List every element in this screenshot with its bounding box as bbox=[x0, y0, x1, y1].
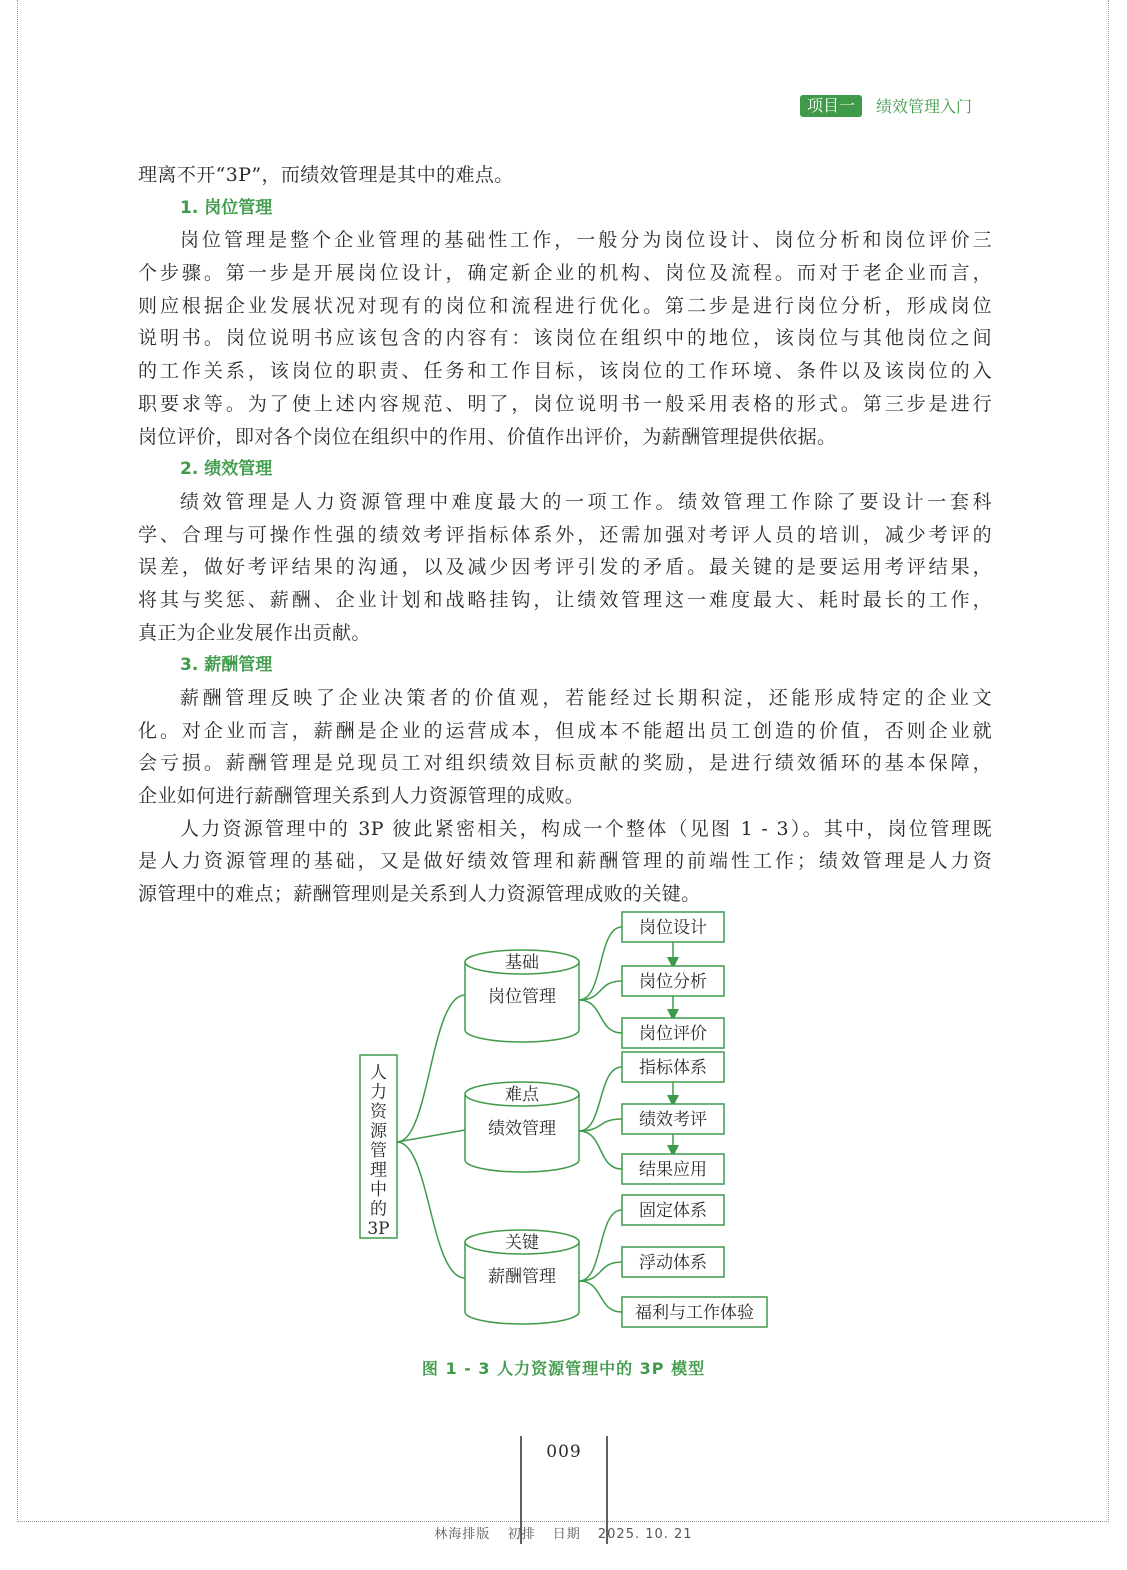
footer-typesetter: 林海排版 bbox=[434, 1527, 491, 1542]
paragraph-line: 会亏损。薪酬管理是兑现员工对组织绩效目标贡献的奖励，是进行绩效循环的基本保障， bbox=[138, 752, 992, 775]
child-label: 绩效考评 bbox=[639, 1110, 707, 1130]
connector-branch bbox=[579, 1131, 622, 1169]
child-label: 固定体系 bbox=[639, 1201, 707, 1221]
connector-branch bbox=[579, 1067, 622, 1131]
root-char: 人 bbox=[370, 1063, 387, 1083]
connector-branch bbox=[579, 1262, 622, 1281]
paragraph-line: 学、合理与可操作性强的绩效考评指标体系外，还需加强对考评人员的培训，减少考评的 bbox=[138, 523, 992, 546]
cylinder-name: 岗位管理 bbox=[488, 987, 556, 1007]
root-char: 理 bbox=[370, 1160, 387, 1181]
paragraph-line: 化。对企业而言，薪酬是企业的运营成本，但成本不能超出员工创造的价值，否则企业就 bbox=[138, 719, 992, 742]
root-char: 资 bbox=[370, 1102, 387, 1122]
section-heading: 2. 绩效管理 bbox=[180, 459, 273, 480]
child-label: 岗位评价 bbox=[639, 1024, 707, 1044]
child-label: 福利与工作体验 bbox=[635, 1303, 754, 1323]
paragraph-line: 源管理中的难点；薪酬管理则是关系到人力资源管理成败的关键。 bbox=[138, 883, 701, 906]
child-label: 浮动体系 bbox=[639, 1253, 707, 1273]
paragraph-line: 职要求等。为了使上述内容规范、明了，岗位说明书一般采用表格的形式。第三步是进行 bbox=[138, 392, 992, 415]
connector-branch bbox=[579, 1000, 622, 1033]
root-char: 的 bbox=[370, 1199, 387, 1220]
paragraph-line: 真正为企业发展作出贡献。 bbox=[138, 621, 371, 644]
child-label: 结果应用 bbox=[639, 1160, 707, 1180]
footer-date-label: 日期 bbox=[552, 1527, 581, 1542]
page-number: 009 bbox=[546, 1442, 582, 1462]
chapter-title: 绩效管理入门 bbox=[876, 97, 973, 116]
footer-stage: 初排 bbox=[507, 1527, 536, 1542]
connector-root-3 bbox=[397, 1142, 465, 1278]
section-heading: 1. 岗位管理 bbox=[180, 197, 273, 218]
paragraph-line: 误差，做好考评结果的沟通，以及减少因考评引发的矛盾。最关键的是要运用考评结果， bbox=[138, 556, 992, 579]
paragraph-line: 说明书。岗位说明书应该包含的内容有：该岗位在组织中的地位，该岗位与其他岗位之间 bbox=[138, 327, 992, 350]
child-label: 指标体系 bbox=[639, 1058, 707, 1078]
print-footer bbox=[0, 1523, 1127, 1542]
connector-branch bbox=[579, 1281, 622, 1312]
paragraph-line: 的工作关系，该岗位的职责、任务和工作目标，该岗位的工作环境、条件以及该岗位的入 bbox=[138, 360, 992, 383]
root-char: 源 bbox=[370, 1121, 387, 1142]
figure-caption: 图 1 - 3 人力资源管理中的 3P 模型 bbox=[421, 1359, 706, 1378]
connector-branch bbox=[579, 1210, 622, 1281]
paragraph-line: 人力资源管理中的 3P 彼此紧密相关，构成一个整体（见图 1 - 3）。其中，岗位管理既 bbox=[180, 817, 992, 840]
connector-branch bbox=[579, 927, 622, 1000]
root-char: 3P bbox=[367, 1219, 390, 1239]
cylinder-tag: 关键 bbox=[505, 1233, 539, 1253]
paragraph-line: 薪酬管理反映了企业决策者的价值观，若能经过长期积淀，还能形成特定的企业文 bbox=[180, 687, 992, 709]
cylinder-tag: 难点 bbox=[505, 1085, 539, 1105]
cylinder-name: 薪酬管理 bbox=[488, 1267, 556, 1287]
root-char: 管 bbox=[370, 1141, 387, 1161]
paragraph-line: 将其与奖惩、薪酬、企业计划和战略挂钩，让绩效管理这一难度最大、耗时最长的工作， bbox=[138, 588, 992, 611]
paragraph-line: 个步骤。第一步是开展岗位设计，确定新企业的机构、岗位及流程。而对于老企业而言， bbox=[138, 262, 992, 285]
cylinder-tag: 基础 bbox=[505, 953, 539, 973]
child-label: 岗位分析 bbox=[639, 972, 707, 992]
connector-root-1 bbox=[397, 995, 465, 1142]
chapter-chip: 项目一 bbox=[800, 95, 862, 117]
paragraph-line: 绩效管理是人力资源管理中难度最大的一项工作。绩效管理工作除了要设计一套科 bbox=[180, 490, 992, 513]
section-heading: 3. 薪酬管理 bbox=[180, 655, 273, 676]
child-label: 岗位设计 bbox=[639, 918, 707, 938]
footer-date: 2025. 10. 21 bbox=[597, 1527, 693, 1542]
root-char: 中 bbox=[370, 1180, 387, 1200]
paragraph-line: 岗位评价，即对各个岗位在组织中的作用、价值作出评价，为薪酬管理提供依据。 bbox=[138, 425, 837, 448]
root-char: 力 bbox=[370, 1082, 387, 1103]
paragraph-line: 是人力资源管理的基础，又是做好绩效管理和薪酬管理的前端性工作；绩效管理是人力资 bbox=[138, 850, 992, 873]
paragraph-line: 岗位管理是整个企业管理的基础性工作，一般分为岗位设计、岗位分析和岗位评价三 bbox=[180, 229, 992, 252]
cylinder-name: 绩效管理 bbox=[488, 1119, 556, 1139]
paragraph-line: 理离不开“3P”，而绩效管理是其中的难点。 bbox=[138, 164, 514, 186]
paragraph-line: 企业如何进行薪酬管理关系到人力资源管理的成败。 bbox=[138, 785, 585, 808]
paragraph-line: 则应根据企业发展状况对现有的岗位和流程进行优化。第二步是进行岗位分析，形成岗位 bbox=[138, 294, 992, 317]
